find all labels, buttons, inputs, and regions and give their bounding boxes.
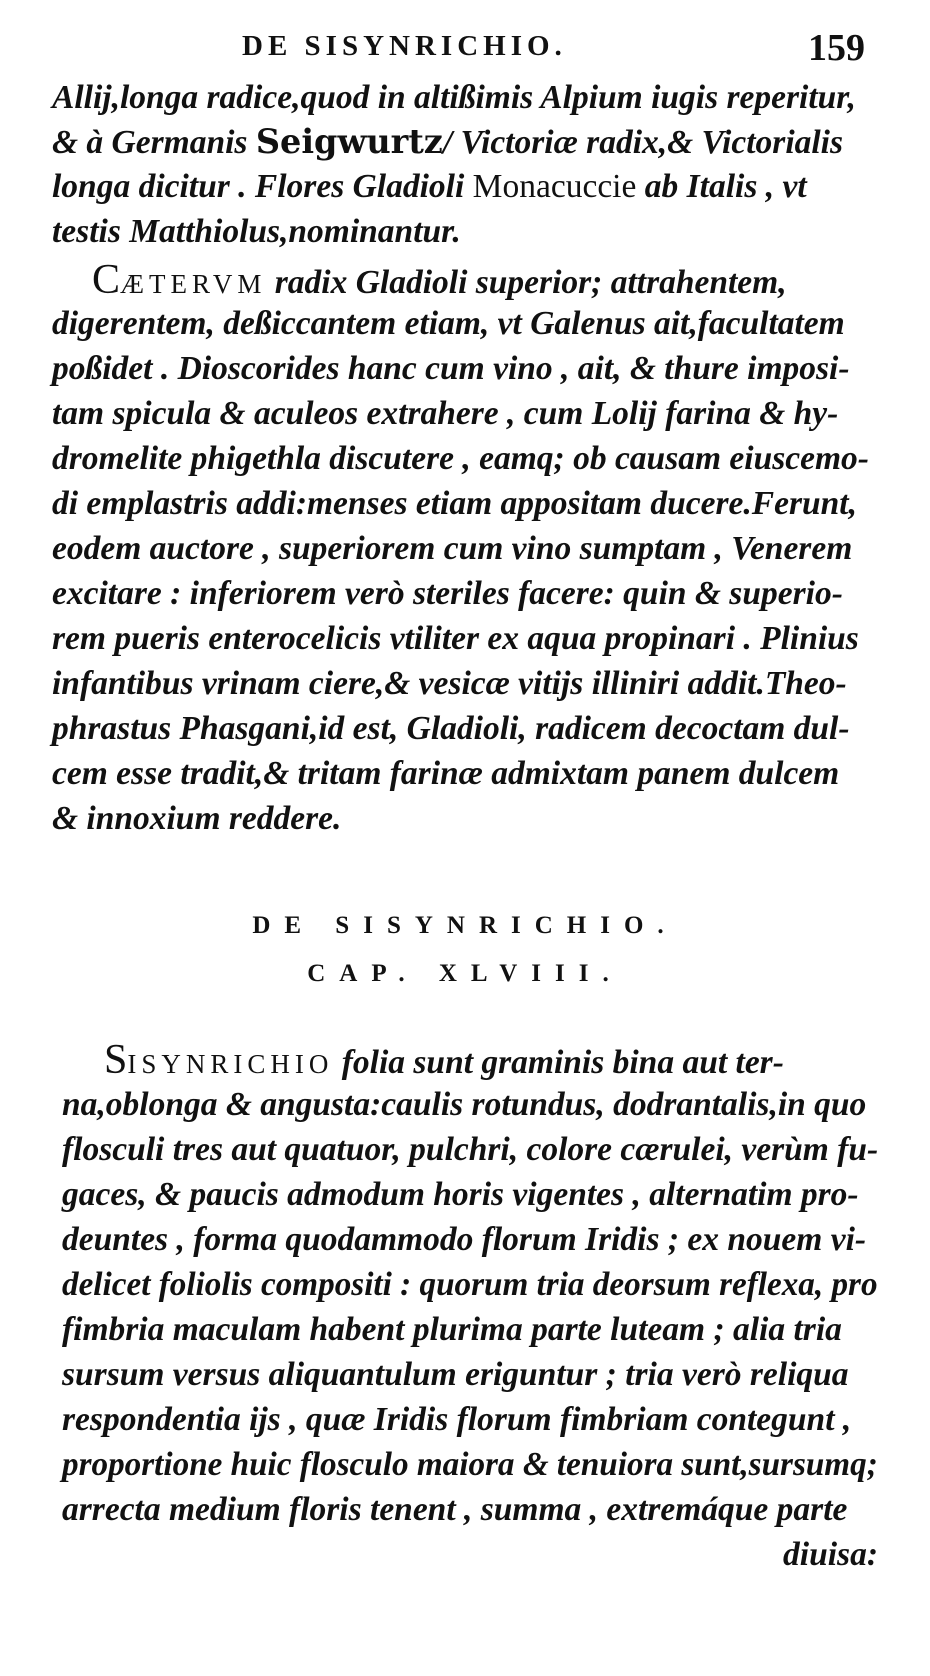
- text-line: delicet foliolis compositi : quorum tria deorsum reflexa, pro: [62, 1266, 878, 1303]
- text-line-last: diuisa:: [783, 1536, 878, 1573]
- text-line: dromelite phigethla discutere , eamq; ob causam eiuscemo-: [52, 440, 869, 477]
- small-caps-word: ÆTERVM: [120, 269, 267, 299]
- text-line: na,oblonga & angusta:caulis rotundus, dodrantalis,in quo: [62, 1086, 867, 1123]
- text-line: di emplastris addi:menses etiam appositam ducere.Ferunt,: [52, 485, 857, 522]
- text-line: excitare : inferiorem verò steriles facere: quin & superio-: [52, 575, 843, 612]
- text-span: / Victoriæ radix,& Victorialis: [442, 124, 844, 161]
- text-line: [92, 258, 787, 302]
- text-line: [52, 165, 807, 209]
- text-line: sursum versus aliquantulum eriguntur ; tria verò reliqua: [62, 1356, 849, 1393]
- text-span: longa dicitur . Flores Gladioli: [52, 168, 473, 205]
- text-line: testis Matthiolus,nominantur.: [52, 213, 461, 250]
- text-line: phrastus Phasgani,id est, Gladioli, radicem decoctam dul-: [52, 710, 850, 747]
- running-head: [0, 27, 930, 74]
- text-span: & à Germanis: [52, 124, 256, 161]
- text-line: gaces, & paucis admodum horis vigentes , alternatim pro-: [62, 1176, 859, 1213]
- chapter-title: DE SISYNRICHIO.: [252, 912, 678, 939]
- text-span: radix Gladioli superior; attrahentem,: [266, 264, 787, 301]
- text-line: fimbria maculam habent plurima parte luteam ; alia tria: [62, 1311, 842, 1348]
- chapter-number: CAP. XLVIII.: [307, 960, 623, 987]
- text-line: infantibus vrinam ciere,& vesicæ vitijs illiniri addit.Theo-: [52, 665, 847, 702]
- initial-capital: C: [92, 257, 121, 303]
- german-blackletter-word: Seigwurtz: [255, 122, 443, 161]
- text-span: ab Italis , vt: [636, 168, 807, 205]
- text-line: arrecta medium floris tenent , summa , extremáque parte: [62, 1491, 848, 1528]
- italian-name: Monacuccie: [472, 168, 637, 205]
- text-line: deuntes , forma quodammodo florum Iridis ; ex nouem vi-: [62, 1221, 867, 1258]
- text-line: & innoxium reddere.: [52, 800, 342, 837]
- text-line: digerentem, deßiccantem etiam, vt Galenus ait,facultatem: [52, 305, 845, 342]
- initial-capital: S: [104, 1037, 128, 1083]
- text-line: rem pueris enterocelicis vtiliter ex aqua propinari . Plinius: [52, 620, 859, 657]
- text-line: proportione huic flosculo maiora & tenuiora sunt,sursumq;: [62, 1446, 878, 1483]
- small-caps-word: ISYNRICHIO: [127, 1049, 334, 1079]
- page-number: 159: [808, 27, 865, 69]
- text-line: eodem auctore , superiorem cum vino sumptam , Venerem: [52, 530, 853, 567]
- text-line: respondentia ijs , quæ Iridis florum fimbriam contegunt ,: [62, 1401, 852, 1438]
- text-line: poßidet . Dioscorides hanc cum vino , ait, & thure imposi-: [52, 350, 850, 387]
- text-line: [104, 1038, 784, 1082]
- text-span: folia sunt graminis bina aut ter-: [333, 1044, 784, 1081]
- text-line: tam spicula & aculeos extrahere , cum Lolij farina & hy-: [52, 395, 839, 432]
- text-line: flosculi tres aut quatuor, pulchri, colore cærulei, verùm fu-: [62, 1131, 879, 1168]
- text-line: Allij,longa radice,quod in altißimis Alpium iugis reperitur,: [52, 79, 856, 116]
- text-line: cem esse tradit,& tritam farinæ admixtam panem dulcem: [52, 755, 840, 792]
- running-title: DE SISYNRICHIO.: [242, 30, 567, 62]
- text-line: [52, 120, 843, 164]
